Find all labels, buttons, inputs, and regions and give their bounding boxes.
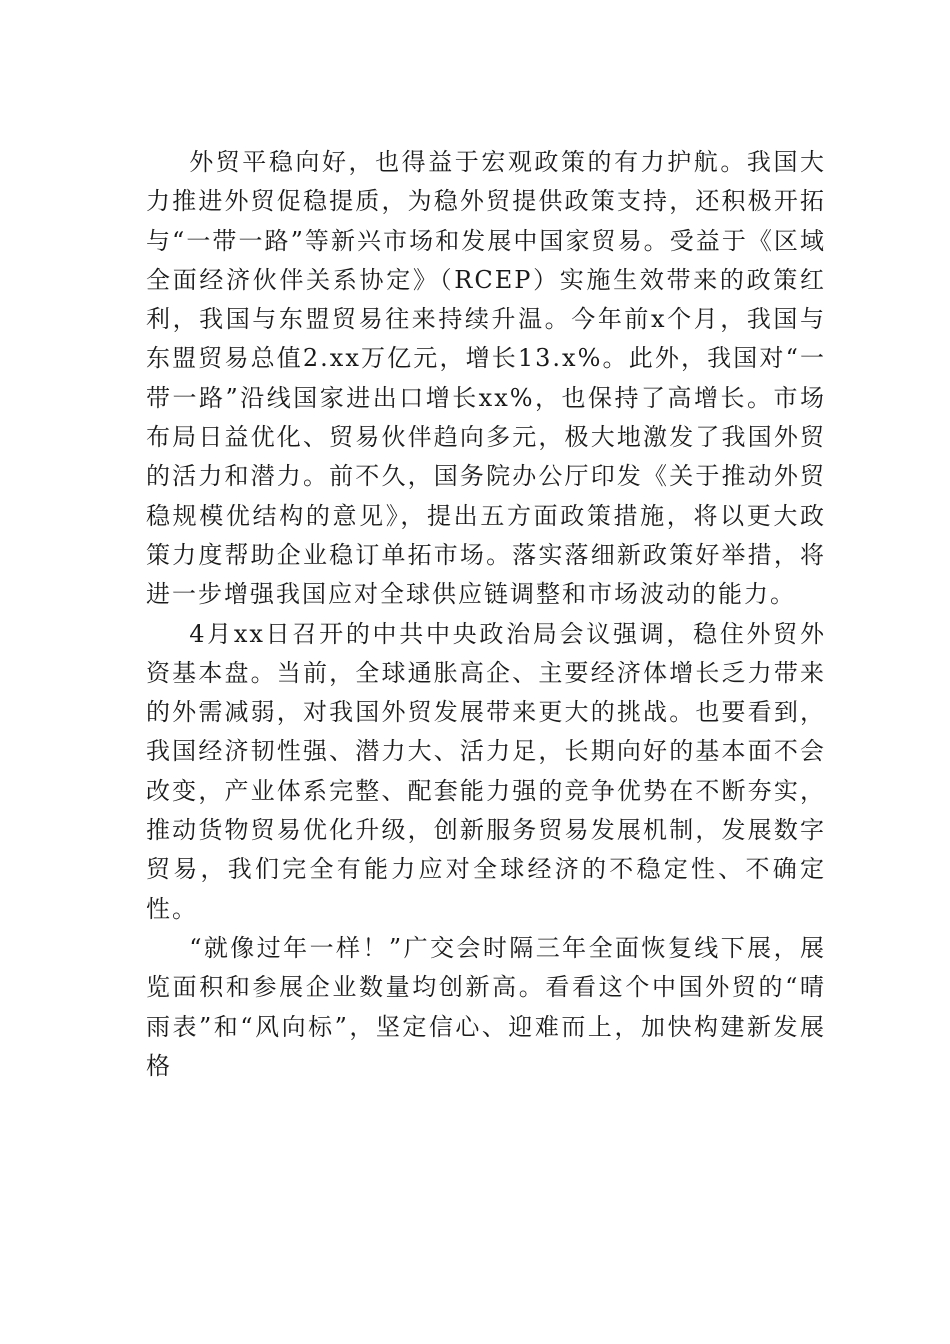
- paragraph-politburo-meeting: 4月xx日召开的中共中央政治局会议强调，稳住外贸外资基本盘。当前，全球通胀高企、主要经济体增长乏力带来的外需减弱，对我国外贸发展带来更大的挑战。也要看到，我国经济韧性强、潜力大、活力足，长期向好的基本面不会改变，产业体系完整、配套能力强的竞争优势在不断夯实，推动货物贸易优化升级，创新服务贸易发展机制，发展数字贸易，我们完全有能力应对全球经济的不稳定性、不确定性。: [146, 619, 826, 923]
- document-body: [146, 143, 826, 1086]
- paragraph-canton-fair: “就像过年一样！”广交会时隔三年全面恢复线下展，展览面积和参展企业数量均创新高。看看这个中国外贸的“晴雨表”和“风向标”，坚定信心、迎难而上，加快构建新发展格: [146, 933, 826, 1080]
- paragraph-foreign-trade-policy: 外贸平稳向好，也得益于宏观政策的有力护航。我国大力推进外贸促稳提质，为稳外贸提供政策支持，还积极开拓与“一带一路”等新兴市场和发展中国家贸易。受益于《区域全面经济伙伴关系协定》（RCEP）实施生效带来的政策红利，我国与东盟贸易往来持续升温。今年前x个月，我国与东盟贸易总值2.xx万亿元，增长13.x%。此外，我国对“一带一路”沿线国家进出口增长xx%，也保持了高增长。市场布局日益优化、贸易伙伴趋向多元，极大地激发了我国外贸的活力和潜力。前不久，国务院办公厅印发《关于推动外贸稳规模优结构的意见》，提出五方面政策措施，将以更大政策力度帮助企业稳订单拓市场。落实落细新政策好举措，将进一步增强我国应对全球供应链调整和市场波动的能力。: [146, 148, 826, 609]
